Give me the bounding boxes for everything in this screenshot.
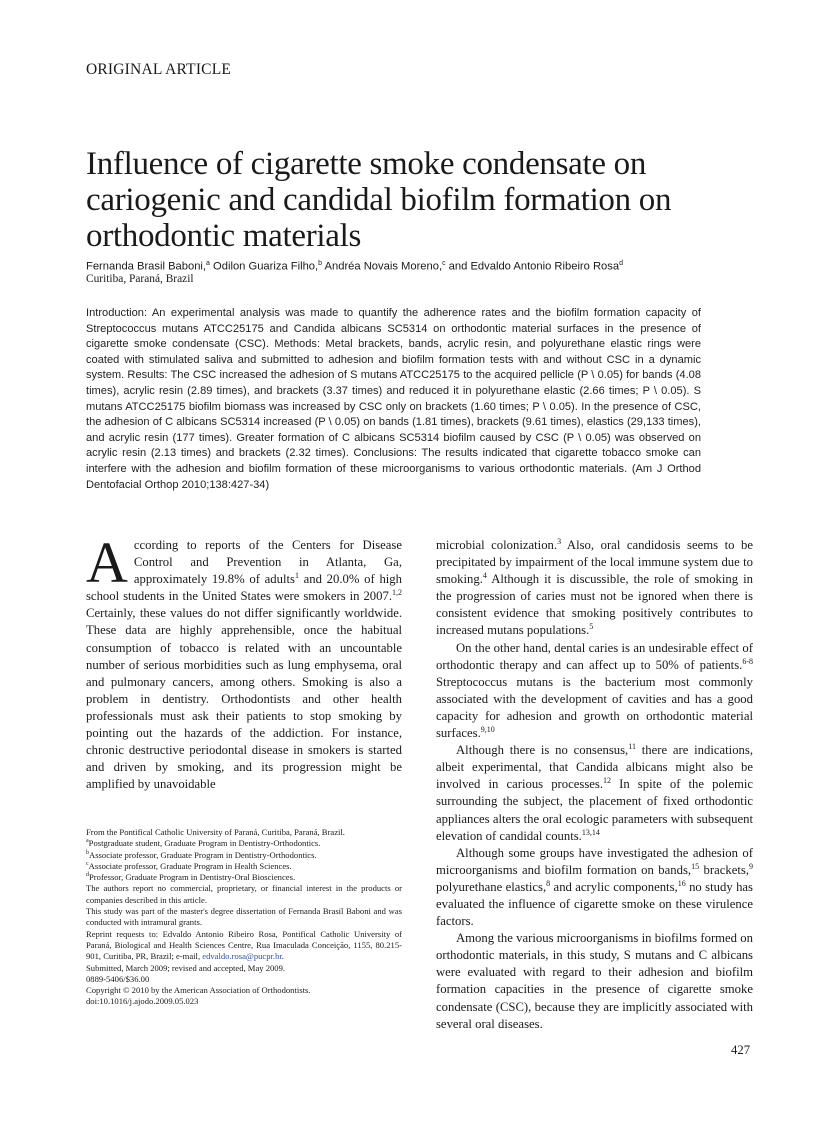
citation-ref: 8 (546, 878, 551, 888)
citation-ref: 9,10 (480, 724, 495, 734)
footnote-text: Professor, Graduate Program in Dentistry-Oral Biosciences. (89, 872, 296, 883)
body-paragraph (436, 930, 753, 1033)
footnote-copyright: Copyright © 2010 by the American Association of Orthodontists. (86, 985, 311, 996)
author-name: and Edvaldo Antonio Ribeiro Rosa (445, 260, 620, 273)
author-name: Andréa Novais Moreno, (322, 260, 443, 273)
footnote-dissertation: This study was part of the master's degree dissertation of Fernanda Brasil Baboni and was conducted with intramural grants. (86, 906, 402, 928)
footnote-mark: a (86, 838, 89, 845)
footnote-mark: c (86, 861, 89, 868)
body-text: Among the various microorganisms in biofilms formed on orthodontic materials, in this study, S mutans and C albicans were evaluated with regard to their adhesion and biofilm formation capacities in the presence of cigarette smoke condensate (CSC), because they are implicitly associated with several oral diseases. (436, 931, 753, 1031)
citation-ref: 6-8 (742, 656, 753, 666)
author-mark: a (206, 260, 210, 267)
body-text: there are indications, albeit experimental, that Candida albicans might also be involved in carious processes. (436, 743, 753, 792)
author-mark: c (442, 260, 446, 267)
body-text: ccording to reports of the Centers for Disease Control and Prevention in Atlanta, Ga, approximately 19.8% of adults (133, 538, 402, 587)
abstract: Introduction: An experimental analysis was made to quantify the adherence rates and the biofilm formation capacity of Streptococcus mutans ATCC25175 and Candida albicans SC5314 on orthodontic material surfaces in the presence of cigarette smoke condensate (CSC). Methods: Metal brackets, bands, acrylic resin, and polyurethane elastic rings were coated with stimulated saliva and submitted to adhesion and biofilm formation tests with and without CSC in a dynamic system. Results: The CSC increased the adhesion of S mutans ATCC25175 to the acquired pellicle (P \ 0.05) for bands (4.08 times), acrylic resin (2.89 times), and brackets (3.37 times) and reduced it in polyurethane elastic (2.66 times; P \ 0.05). S mutans ATCC25175 biofilm biomass was increased by CSC only on brackets (1.60 times; P \ 0.05). In the presence of CSC, the adhesion of C albicans SC5314 increased (P \ 0.05) on bands (1.81 times), brackets (9.61 times), elastics (29,133 times), and acrylic resin (177 times). Greater formation of C albicans SC5314 biofilm caused by CSC (P \ 0.05) was observed on acrylic resin (2.13 times) and brackets (2.32 times). Conclusions: The results indicated that cigarette tobacco smoke can interfere with the adhesion and biofilm formation of these microorganisms to various orthodontic materials. (Am J Orthod Dentofacial Orthop 2010;138:427-34) (86, 307, 701, 491)
footnote-d (86, 872, 402, 883)
footnotes (86, 827, 402, 1008)
body-text: Also, oral candidosis seems to be precipitated by impairment of the local immune system due to smoking. (436, 538, 753, 587)
article-title: Influence of cigarette smoke condensate on cariogenic and candidal biofilm formation on orthodontic materials (86, 146, 672, 255)
body-column-right (436, 537, 753, 1033)
citation-ref: 9 (749, 861, 753, 871)
body-text: microbial colonization. (436, 538, 558, 552)
footnote-submitted: Submitted, March 2009; revised and accepted, May 2009. (86, 962, 286, 973)
body-text: Although it is discussible, the role of smoking in the progression of caries must not be ignored when there is consistent evidence that smoking positively contributes to increased mutans populations. (436, 572, 753, 638)
affiliation-line: Curitiba, Paraná, Brazil (86, 273, 194, 285)
footnote-issn: 0889-5406/$36.00 (86, 973, 150, 984)
footnote-mark: d (86, 872, 89, 879)
body-paragraph (436, 537, 753, 640)
body-text: no study has evaluated the influence of cigarette smoke on these virulence factors. (436, 879, 753, 929)
body-text: In spite of the polemic surrounding the subject, the placement of fixed orthodontic appliances alters the oral ecologic parameters with subsequent elevation of candidal counts. (436, 777, 753, 843)
citation-ref: 12 (603, 776, 612, 786)
body-text: Although there is no consensus, (456, 743, 629, 758)
page-number: 427 (731, 1043, 751, 1057)
author-list (86, 256, 786, 275)
footnote-from: From the Pontifical Catholic University of Paraná, Curitiba, Paraná, Brazil. (86, 827, 345, 837)
body-text: and 20.0% of high school students in the United States were smokers in 2007. (86, 572, 402, 604)
citation-ref: 3 (557, 536, 562, 546)
footnote-b (86, 850, 402, 861)
author-mark: d (619, 260, 624, 267)
footnote-doi: doi:10.1016/j.ajodo.2009.05.023 (86, 996, 199, 1007)
citation-ref: 11 (628, 741, 636, 751)
footnote-text: Reprint requests to: Edvaldo Antonio Ribeiro Rosa, Pontifical Catholic University of Paraná, Biological and Health Sciences Centre, Rua Imaculada Conceição, 1155, 80.215-901, Curitiba, PR, Brazil; e-mail, (86, 928, 402, 962)
citation-ref: 1,2 (392, 588, 402, 598)
body-paragraph (436, 742, 753, 845)
footnote-conflict: The authors report no commercial, proprietary, or financial interest in the products or companies described in this article. (86, 883, 402, 905)
body-paragraph (436, 845, 753, 930)
footnote-text: Postgraduate student, Graduate Program in Dentistry-Orthodontics. (88, 838, 321, 849)
footnote-text: . (281, 951, 284, 962)
citation-ref: 16 (677, 878, 686, 888)
body-paragraph (86, 530, 402, 793)
citation-ref: 13,14 (581, 827, 600, 837)
body-text: On the other hand, dental caries is an undesirable effect of orthodontic therapy and can affect up to 50% of patients. (436, 640, 753, 672)
footnote-a (86, 838, 402, 849)
footnote-text: Associate professor, Graduate Program in Health Sciences. (88, 860, 292, 871)
body-text: Although some groups have investigated the adhesion of microorganisms and biofilm formation on bands, (436, 845, 753, 877)
citation-ref: 4 (482, 570, 487, 580)
body-text: and acrylic components, (550, 879, 678, 894)
footnote-c (86, 861, 402, 872)
drop-cap: A (86, 530, 128, 595)
body-column-left (86, 530, 402, 793)
body-text: Certainly, these values do not differ significantly worldwide. These data are highly apprehensible, once the habitual consumption of tobacco is related with an uncountable number of serious morbidities such as lung emphysema, oral and pulmonary cancers, among others. Smoking is also a problem in dentistry. Orthodontists and other health professionals must ask their patients to stop smoking by pointing out the hazards of the addiction. For instance, chronic destructive periodontal disease in smokers is started and driven by smoking, and its progression might be amplified by unavoidable (86, 606, 402, 792)
author-mark: b (318, 260, 323, 267)
body-text: Streptococcus mutans is the bacterium most commonly associated with the development of cavities and has a good capacity for adhesion and growth on orthodontic material surfaces. (436, 674, 753, 741)
citation-ref: 1 (294, 570, 299, 580)
body-text: polyurethane elastics, (436, 879, 547, 894)
author-name: Odilon Guariza Filho, (209, 260, 319, 273)
author-name: Fernanda Brasil Baboni, (86, 260, 207, 273)
footnote-mark: b (86, 849, 89, 856)
body-paragraph (436, 640, 753, 743)
body-text: brackets, (699, 862, 749, 877)
citation-ref: 5 (589, 622, 594, 632)
citation-ref: 15 (691, 861, 700, 871)
section-label: ORIGINAL ARTICLE (86, 61, 232, 78)
email-link[interactable]: edvaldo.rosa@pucpr.br (202, 951, 282, 962)
footnote-text: Associate professor, Graduate Program in Dentistry-Orthodontics. (89, 849, 317, 860)
footnote-reprint (86, 929, 402, 963)
